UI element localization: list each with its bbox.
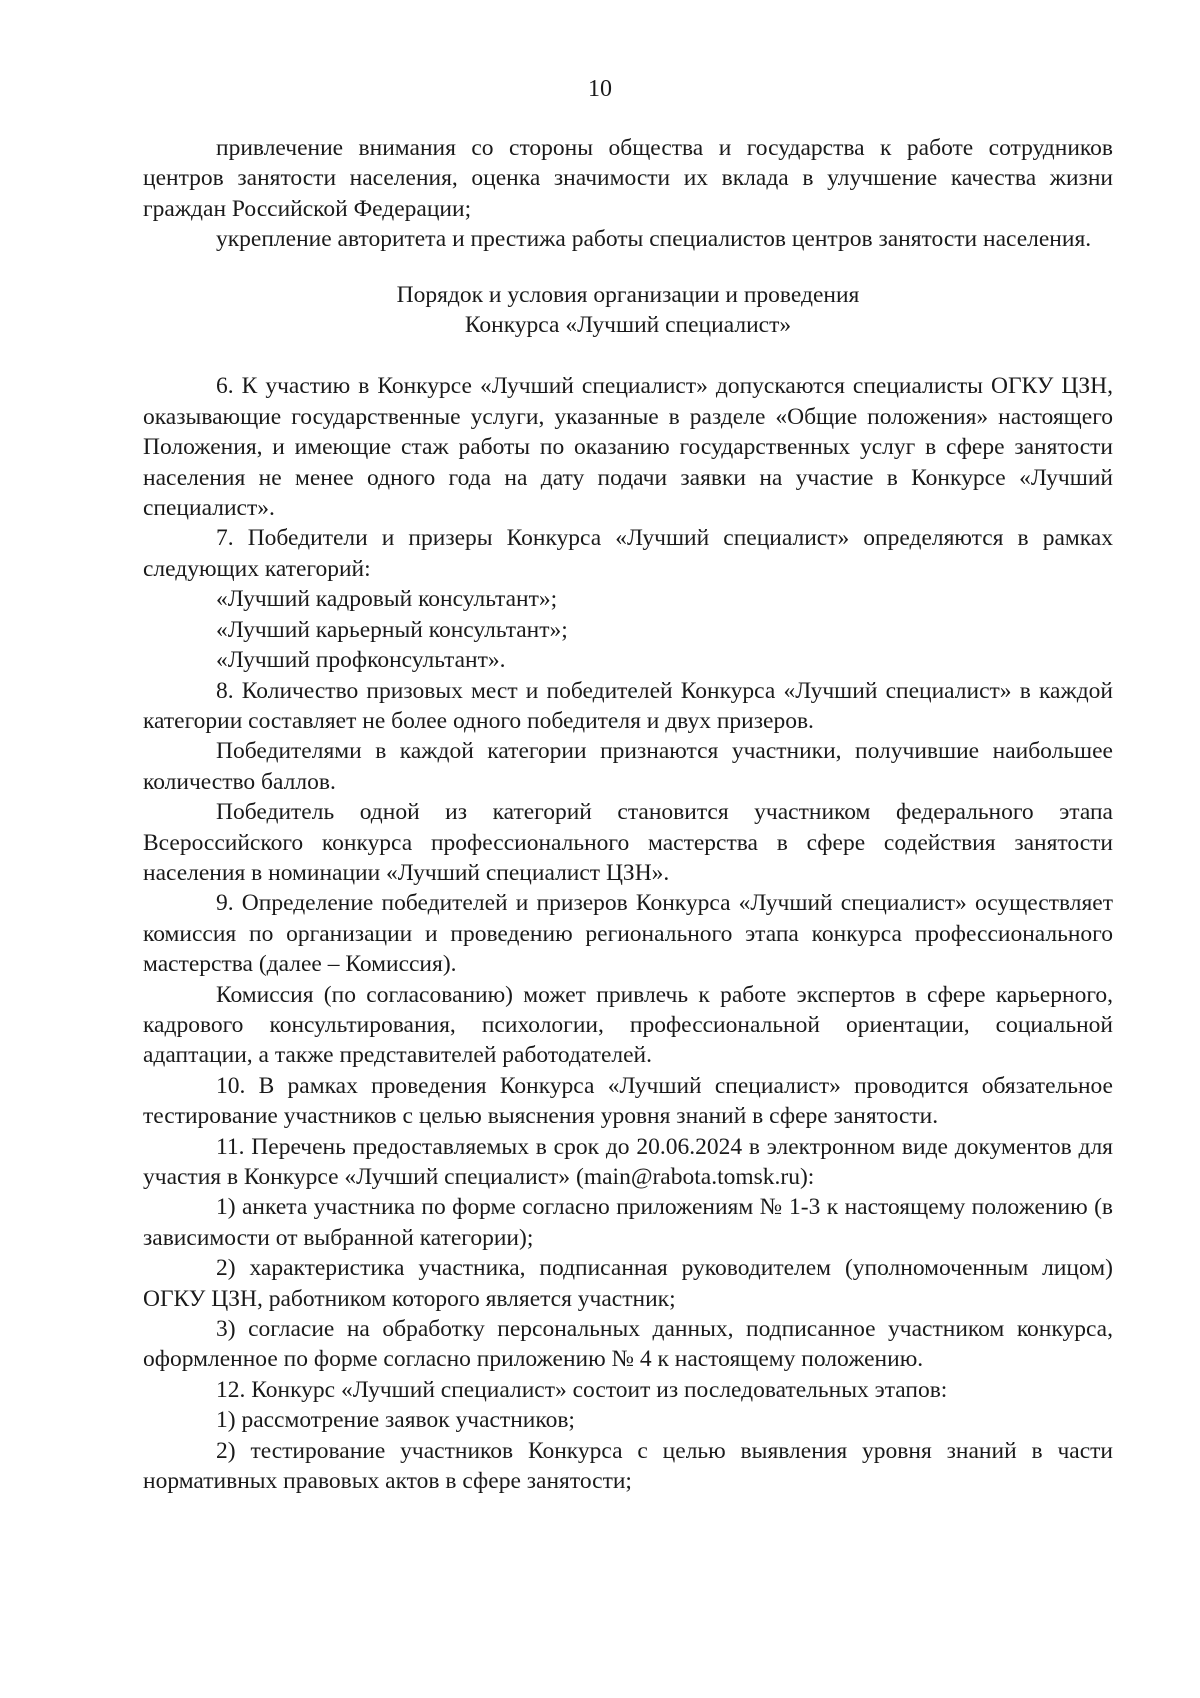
section-heading-line: Порядок и условия организации и проведения — [396, 281, 860, 308]
paragraph-item-10: 10. В рамках проведения Конкурса «Лучший специалист» проводится обязательное тестирование участников с целью выяснения уровня знаний в сфере занятости. — [143, 1072, 1113, 1130]
paragraph-item-9: 9. Определение победителей и призеров Конкурса «Лучший специалист» осуществляет комиссия по организации и проведению регионального этапа конкурса профессионального мастерства (далее – Комиссия). — [143, 890, 1113, 978]
stage-list-item: 1) рассмотрение заявок участников; — [216, 1407, 575, 1434]
category-item: «Лучший карьерный консультант»; — [216, 616, 568, 643]
section-heading-line: Конкурса «Лучший специалист» — [464, 312, 792, 339]
paragraph-item-8: 8. Количество призовых мест и победителей Конкурса «Лучший специалист» в каждой категории составляет не более одного победителя и двух призеров. — [143, 677, 1113, 734]
category-item: «Лучший кадровый консультант»; — [216, 586, 558, 613]
paragraph-item-12: 12. Конкурс «Лучший специалист» состоит из последовательных этапов: — [216, 1376, 948, 1403]
paragraph: укрепление авторитета и престижа работы специалистов центров занятости населения. — [216, 226, 1092, 253]
paragraph: привлечение внимания со стороны общества и государства к работе сотрудников центров занятости населения, оценка значимости их вклада в улучшение качества жизни граждан Российской Федерации; — [143, 135, 1113, 222]
paragraph: Победителями в каждой категории признаются участники, получившие наибольшее количество баллов. — [143, 738, 1113, 795]
paragraph-item-6: 6. К участию в Конкурсе «Лучший специалист» допускаются специалисты ОГКУ ЦЗН, оказывающие государственные услуги, указанные в разделе «Общие положения» настоящего Положения, и имеющие стаж работы по оказанию государственных услуг в сфере занятости населения не менее одного года на дату подачи заявки на участие в Конкурсе «Лучший специалист». — [143, 373, 1113, 522]
page-number: 10 — [588, 76, 612, 102]
stage-list-item: 2) тестирование участников Конкурса с целью выявления уровня знаний в части нормативных правовых актов в сфере занятости; — [143, 1437, 1113, 1495]
paragraph-item-7: 7. Победители и призеры Конкурса «Лучший специалист» определяются в рамках следующих категорий: — [143, 525, 1113, 582]
paragraph-item-11: 11. Перечень предоставляемых в срок до 20.06.2024 в электронном виде документов для участия в Конкурсе «Лучший специалист» (main@rabota.tomsk.ru): — [143, 1133, 1113, 1190]
paragraph: Победитель одной из категорий становится участником федерального этапа Всероссийского конкурса профессионального мастерства в сфере содействия занятости населения в номинации «Лучший специалист ЦЗН». — [143, 799, 1113, 886]
document-body — [143, 133, 1113, 1496]
section-heading — [143, 280, 1113, 341]
document-list-item: 1) анкета участника по форме согласно приложениям № 1-3 к настоящему положению (в зависимости от выбранной категории); — [143, 1194, 1113, 1251]
document-list-item: 3) согласие на обработку персональных данных, подписанное участником конкурса, оформленное по форме согласно приложению № 4 к настоящему положению. — [143, 1316, 1113, 1373]
category-item: «Лучший профконсультант». — [216, 647, 506, 674]
paragraph: Комиссия (по согласованию) может привлечь к работе экспертов в сфере карьерного, кадрового консультирования, психологии, профессиональной ориентации, социальной адаптации, а также представителей работодателей. — [143, 981, 1113, 1069]
document-list-item: 2) характеристика участника, подписанная руководителем (уполномоченным лицом) ОГКУ ЦЗН, работником которого является участник; — [143, 1255, 1113, 1312]
